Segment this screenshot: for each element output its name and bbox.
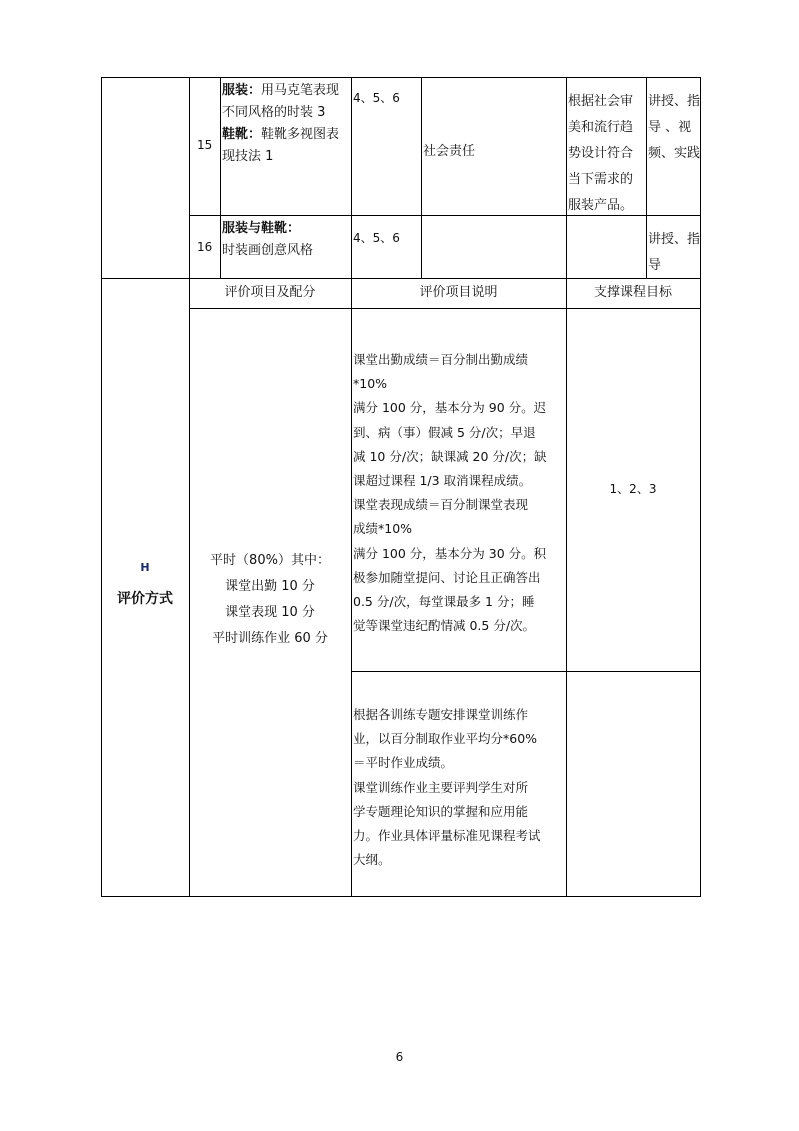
description-line: 觉等课堂违纪酌情减 0.5 分/次。: [353, 618, 536, 634]
rule: [220, 77, 221, 279]
content-line: [222, 218, 313, 240]
description-line: 减 10 分/次；缺课减 20 分/次；缺: [353, 448, 547, 464]
description-line: 极参加随堂提问、讨论且正确答出: [353, 569, 541, 585]
row-goals: 4、5、6: [353, 231, 400, 245]
content-text: 不同风格的时装 3: [222, 105, 326, 120]
content-line: [222, 102, 339, 124]
description-line: 大纲。: [353, 852, 391, 868]
row-method: [648, 89, 700, 167]
outcome-line: 势设计符合: [568, 146, 634, 161]
description-line: 课堂训练作业主要评判学生对所: [353, 779, 529, 795]
content-line: [222, 240, 313, 262]
content-line: [222, 146, 339, 168]
assessment-description-2: [353, 703, 541, 872]
content-text: 现技法 1: [222, 149, 274, 164]
description-line: 满分 100 分，基本分为 30 分。积: [353, 545, 547, 561]
rule: [101, 77, 700, 78]
section-label: [101, 560, 189, 610]
description-line: 到、病（事）假减 5 分/次；早退: [353, 424, 536, 440]
description-line: 力。作业具体评量标准见课程考试: [353, 828, 541, 844]
description-line: 0.5 分/次，每堂课最多 1 分；睡: [353, 594, 535, 610]
content-bold: 服装：: [222, 83, 262, 98]
content-line: [222, 124, 339, 146]
outcome-line: 当下需求的: [568, 172, 634, 187]
description-line: 课堂出勤成绩＝百分制出勤成绩: [353, 352, 529, 367]
row-ideology: 社会责任: [423, 144, 476, 159]
content-text: 用马克笔表现: [261, 83, 340, 98]
method-line: 导: [648, 258, 662, 273]
description-line: 满分 100 分，基本分为 90 分。迟: [353, 400, 547, 416]
description-line: 课堂表现成绩＝百分制课堂表现: [353, 497, 529, 513]
outcome-line: 美和流行趋: [568, 120, 634, 135]
assessment-items: [189, 548, 351, 652]
items-line: 平时（80%）其中：: [210, 553, 330, 568]
row-number: 16: [197, 240, 213, 254]
description-line: 成绩*10%: [353, 521, 413, 537]
description-line: 业，以百分制取作业平均分*60%: [353, 731, 538, 747]
outcome-line: 服装产品。: [568, 198, 634, 213]
content-line: [222, 80, 339, 102]
description-line: ＝平时作业成绩。: [353, 755, 454, 771]
row-number: 15: [197, 138, 213, 152]
method-line: 频、实践: [648, 146, 701, 161]
rule: [101, 278, 700, 279]
content-bold: 鞋靴：: [222, 127, 262, 142]
content-text: 鞋靴多视图表: [261, 127, 340, 142]
method-line: 讲授、指: [648, 94, 701, 109]
description-line: 学专题理论知识的掌握和应用能: [353, 803, 529, 819]
page-number: 6: [395, 1050, 404, 1064]
section-code: H: [140, 561, 150, 574]
rule: [421, 77, 422, 279]
rule: [189, 77, 190, 897]
items-line: 课堂表现 10 分: [225, 605, 315, 620]
rule: [101, 896, 700, 897]
row-outcome: [568, 89, 633, 219]
rule: [189, 308, 700, 309]
content-bold: 服装与鞋靴：: [222, 221, 301, 236]
description-line: 根据各训练专题安排课堂训练作: [353, 707, 529, 722]
rule: [700, 77, 701, 897]
header-objectives: 支撑课程目标: [593, 285, 672, 300]
rule: [646, 77, 647, 279]
rule: [351, 77, 352, 897]
description-line: 课超过课程 1/3 取消课程成绩。: [353, 473, 532, 489]
method-line: 导 、视: [648, 120, 692, 135]
row-goals: 4、5、6: [353, 91, 400, 105]
rule: [101, 77, 102, 897]
outcome-line: 根据社会审: [568, 94, 634, 109]
items-line: 课堂出勤 10 分: [225, 579, 315, 594]
row-content: [222, 80, 339, 168]
section-title: 评价方式: [117, 591, 173, 607]
assessment-description-1: [353, 348, 547, 638]
rule: [351, 671, 700, 672]
row-content: [222, 218, 313, 262]
header-description: 评价项目说明: [419, 285, 498, 300]
method-line: 讲授、指: [648, 232, 701, 247]
row-method: [648, 227, 700, 279]
assessment-objectives: 1、2、3: [609, 482, 657, 496]
header-items: 评价项目及配分: [224, 285, 316, 300]
description-line: *10%: [353, 376, 388, 392]
content-text: 时装画创意风格: [222, 243, 314, 258]
items-line: 平时训练作业 60 分: [212, 631, 328, 646]
